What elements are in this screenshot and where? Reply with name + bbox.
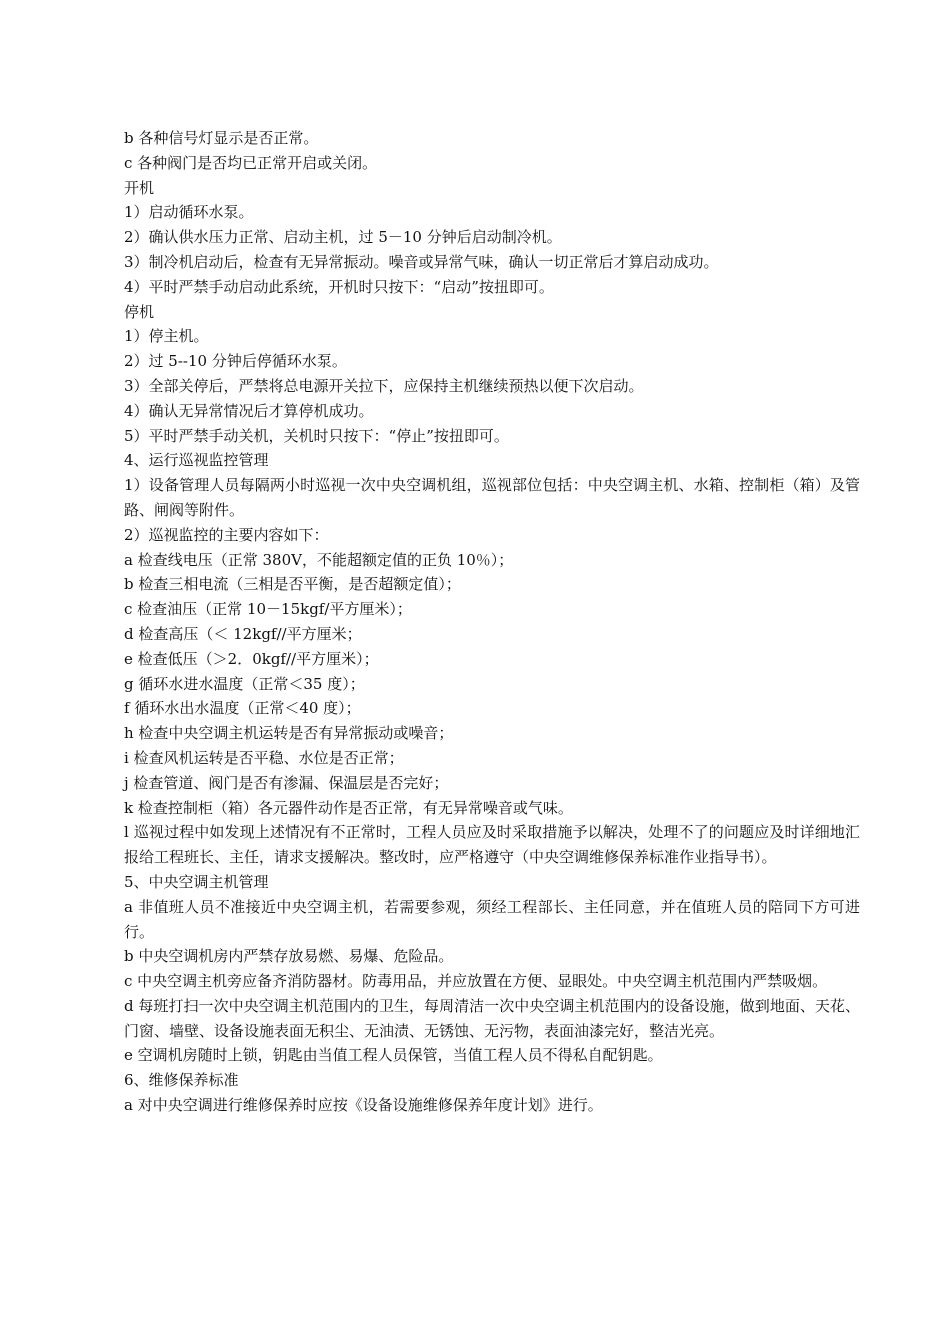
- text-line: 2）巡视监控的主要内容如下：: [124, 525, 329, 544]
- paragraph: 1）设备管理人员每隔两小时巡视一次中央空调机组，巡视部位包括：中央空调主机、水箱、控制柜（箱）及管路、闸阀等附件。: [124, 476, 860, 519]
- text-line: h 检查中央空调主机运转是否有异常振动或噪音；: [124, 724, 454, 743]
- text-line: b 中央空调机房内严禁存放易燃、易爆、危险品。: [124, 947, 454, 966]
- section-heading: 停机: [124, 302, 155, 321]
- text-line: b 各种信号灯显示是否正常。: [124, 129, 319, 147]
- document-body: [124, 126, 860, 1118]
- section-heading: 6、维修保养标准: [124, 1071, 239, 1090]
- text-line: d 检查高压（＜ 12kgf//平方厘米；: [124, 624, 362, 643]
- text-line: g 循环水进水温度（正常＜35 度）；: [124, 674, 365, 693]
- text-line: k 检查控制柜（箱）各元器件动作是否正常，有无异常噪音或气味。: [124, 798, 573, 817]
- paragraph: l 巡视过程中如发现上述情况有不正常时，工程人员应及时采取措施予以解决，处理不了的问题应及时详细地汇报给工程班长、主任，请求支援解决。整改时，应严格遵守（中央空调维修保养标准作业指导书）。: [124, 823, 860, 867]
- section-heading: 5、中央空调主机管理: [124, 872, 269, 891]
- text-line: j 检查管道、阀门是否有渗漏、保温层是否完好；: [124, 773, 449, 792]
- text-line: 1）启动循环水泵。: [124, 203, 254, 222]
- text-line: 5）平时严禁手动关机，关机时只按下：“停止”按扭即可。: [124, 426, 509, 445]
- text-line: f 循环水出水温度（正常＜40 度）；: [124, 699, 361, 718]
- text-line: 2）确认供水压力正常、启动主机，过 5－10 分钟后启动制冷机。: [124, 228, 562, 247]
- text-line: 4）确认无异常情况后才算停机成功。: [124, 401, 374, 420]
- paragraph: a 非值班人员不准接近中央空调主机，若需要参观，须经工程部长、主任同意，并在值班人员的陪同下方可进行。: [124, 897, 860, 941]
- text-line: 3）制冷机启动后，检查有无异常振动。噪音或异常气味，确认一切正常后才算启动成功。: [124, 252, 719, 271]
- text-line: c 各种阀门是否均已正常开启或关闭。: [124, 153, 378, 172]
- text-line: i 检查风机运转是否平稳、水位是否正常；: [124, 748, 404, 767]
- text-line: b 检查三相电流（三相是否平衡，是否超额定值）；: [124, 575, 461, 594]
- text-line: c 检查油压（正常 10－15kgf/平方厘米）；: [124, 600, 412, 619]
- section-heading: 开机: [124, 178, 155, 197]
- paragraph: d 每班打扫一次中央空调主机范围内的卫生，每周清洁一次中央空调主机范围内的设备设施，做到地面、天花、门窗、墙壁、设备设施表面无积尘、无油渍、无锈蚀、无污物，表面油漆完好，整洁光亮。: [124, 996, 860, 1040]
- text-line: 3）全部关停后，严禁将总电源开关拉下，应保持主机继续预热以便下次启动。: [124, 376, 644, 395]
- text-line: a 检查线电压（正常 380V，不能超额定值的正负 10％）；: [124, 550, 514, 569]
- text-line: e 检查低压（＞2．0kgf//平方厘米）；: [124, 649, 379, 668]
- text-line: 1）停主机。: [124, 327, 209, 346]
- text-line: e 空调机房随时上锁，钥匙由当值工程人员保管，当值工程人员不得私自配钥匙。: [124, 1046, 663, 1065]
- text-line: 2）过 5--10 分钟后停循环水泵。: [124, 352, 347, 371]
- paragraph: c 中央空调主机旁应备齐消防器材。防毒用品，并应放置在方便、显眼处。中央空调主机范围内严禁吸烟。: [124, 972, 828, 991]
- text-line: a 对中央空调进行维修保养时应按《设备设施维修保养年度计划》进行。: [124, 1096, 603, 1115]
- section-heading: 4、运行巡视监控管理: [124, 451, 269, 470]
- text-line: 4）平时严禁手动启动此系统，开机时只按下：“启动”按扭即可。: [124, 277, 554, 296]
